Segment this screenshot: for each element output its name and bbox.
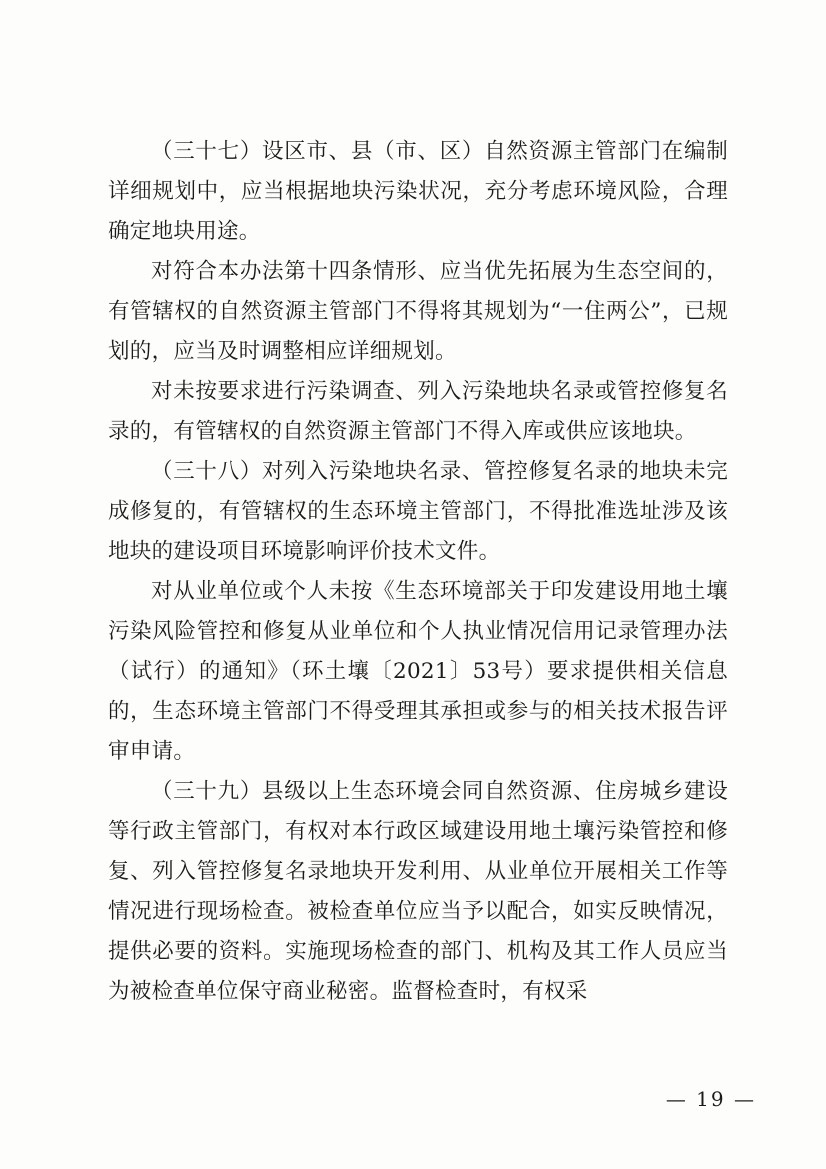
paragraph: 对未按要求进行污染调查、列入污染地块名录或管控修复名录的，有管辖权的自然资源主管部门不得入库或供应该地块。 <box>108 379 728 444</box>
paragraph: （三十七）设区市、县（市、区）自然资源主管部门在编制详细规划中，应当根据地块污染状况，充分考虑环境风险，合理确定地块用途。 <box>108 139 728 244</box>
page-body <box>108 132 728 1012</box>
paragraph: 对从业单位或个人未按《生态环境部关于印发建设用地土壤污染风险管控和修复从业单位和个人执业情况信用记录管理办法（试行）的通知》（环土壤〔2021〕53号）要求提供相关信息的，生态环境主管部门不得受理其承担或参与的相关技术报告评审申请。 <box>108 579 728 764</box>
paragraph: 对符合本办法第十四条情形、应当优先拓展为生态空间的，有管辖权的自然资源主管部门不得将其规划为“一住两公”，已规划的，应当及时调整相应详细规划。 <box>108 259 728 364</box>
page-number: — 19 — <box>665 1087 756 1111</box>
paragraph: （三十九）县级以上生态环境会同自然资源、住房城乡建设等行政主管部门，有权对本行政区域建设用地土壤污染管控和修复、列入管控修复名录地块开发利用、从业单位开展相关工作等情况进行现场检查。被检查单位应当予以配合，如实反映情况，提供必要的资料。实施现场检查的部门、机构及其工作人员应当为被检查单位保守商业秘密。监督检查时，有权采 <box>108 779 728 1004</box>
paragraph: （三十八）对列入污染地块名录、管控修复名录的地块未完成修复的，有管辖权的生态环境主管部门，不得批准选址涉及该地块的建设项目环境影响评价技术文件。 <box>108 459 728 564</box>
